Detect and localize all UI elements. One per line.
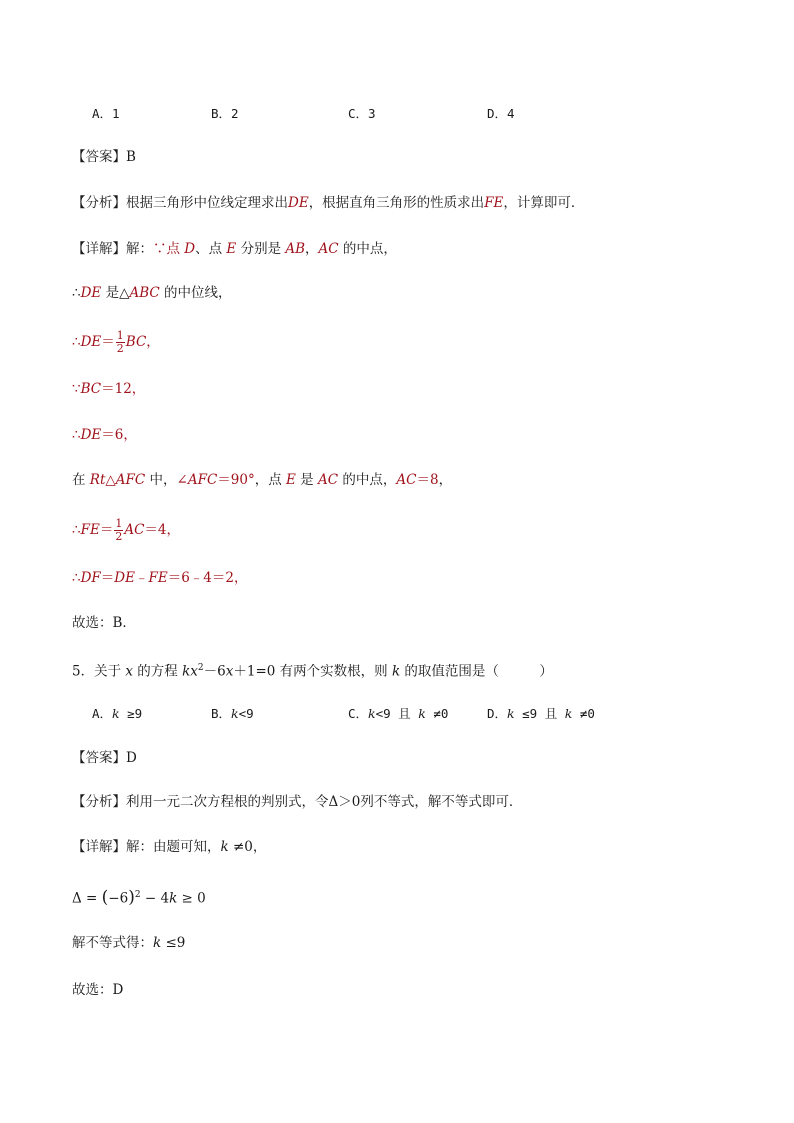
detail-line: 解：由题可知，k ≠0， [126,839,267,855]
q5-detail-1 [72,837,266,857]
detail-line: 解：∵点 D、点 E 分别是 AB，AC 的中点， [126,241,397,257]
q5-option-d: D．k ≤9 且 k ≠0 [487,706,595,721]
q4-detail-8: ∴DF＝DE﹣FE＝6﹣4＝2， [72,570,248,586]
q5-option-a: A．k ≥9 [92,706,143,721]
q4-detail-1 [72,239,397,259]
q5-analysis [72,792,522,812]
analysis-text: 根据三角形中位线定理求出DE，根据直角三角形的性质求出FE，计算即可． [126,195,585,211]
q5-option-c: C．k<9 且 k ≠0 [348,706,449,721]
q4-option-c: C．3 [348,106,376,121]
q4-analysis [72,193,584,213]
answer-label: 【答案】 [72,149,126,165]
detail-label: 【详解】 [72,241,126,257]
answer-value: B [126,149,136,165]
analysis-label: 【分析】 [72,195,126,211]
q4-detail-3: ∴DE＝ $\frac{1}{2}$ BC， [72,329,160,355]
q4-detail-5: ∴DE＝6， [72,427,137,443]
answer-label: 【答案】 [72,750,126,766]
q4-detail-4: ∵BC＝12， [72,381,146,397]
answer-value: D [126,750,137,766]
q4-option-b: B．2 [211,106,239,121]
q5-stem: 5．关于 x 的方程 $kx^2-6x+1=0$ 有两个实数根，则 k 的取值范围是（ ） [72,663,553,680]
detail-label: 【详解】 [72,839,126,855]
q5-option-b: B．k<9 [211,706,254,721]
q4-option-d: D．4 [487,106,515,121]
fraction-half: $\frac{1}{2}$ [115,517,123,543]
q4-detail-7: ∴FE＝ $\frac{1}{2}$ AC＝4， [72,517,181,543]
q5-answer [72,748,137,768]
q4-answer [72,147,136,167]
analysis-text: 利用一元二次方程根的判别式，令Δ＞0列不等式，解不等式即可． [126,794,523,810]
q4-option-a: A．1 [92,106,120,121]
fraction-half: $\frac{1}{2}$ [116,329,124,355]
q5-detail-3: 解不等式得：k ≤9 [72,935,186,951]
q5-detail-2: $\Delta = (-6)^2 - 4k \ge 0$ [72,887,206,908]
analysis-label: 【分析】 [72,794,126,810]
q5-detail-4: 故选：D [72,982,124,998]
q4-detail-9: 故选：B． [72,615,136,631]
q4-detail-2: ∴DE 是△ABC 的中位线， [72,285,232,301]
q4-detail-6: 在 Rt△AFC 中，∠AFC＝90°，点 E 是 AC 的中点，AC＝8， [72,472,453,488]
